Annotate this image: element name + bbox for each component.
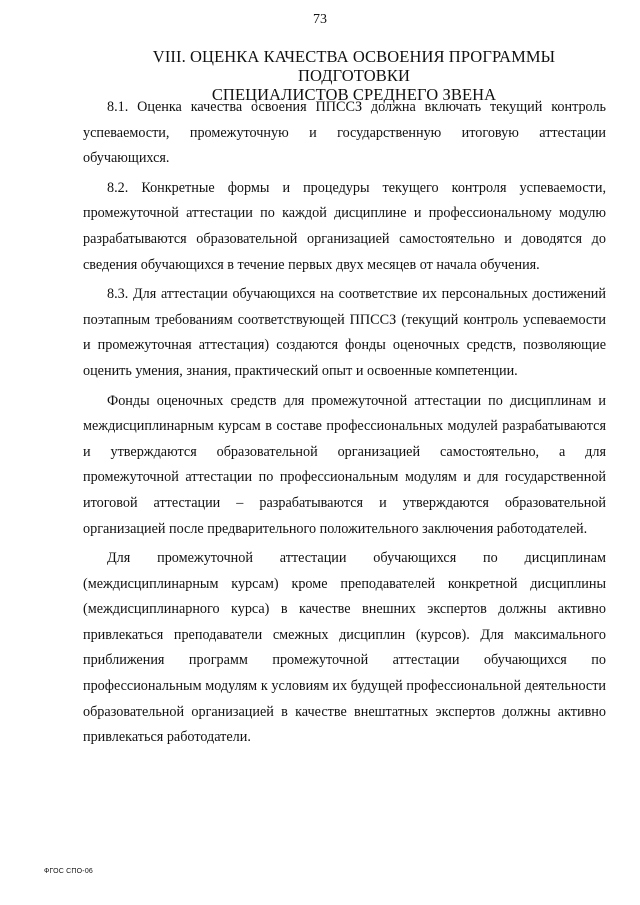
section-title-line-1: VIII. ОЦЕНКА КАЧЕСТВА ОСВОЕНИЯ ПРОГРАММЫ ПОДГОТОВКИ [152, 47, 556, 85]
footer-standard-code: ФГОС СПО-06 [44, 868, 94, 875]
paragraph-text: Конкретные формы и процедуры текущего контроля успеваемости, промежуточной аттестации по каждой дисциплине и профессиональному модулю разрабатываются образовательной организацией самостоятельно и доводятся до сведения обучающихся в течение первых двух месяцев от начала обучения. [83, 179, 606, 273]
paragraph-number: 8.3. [107, 286, 129, 303]
paragraph-external-experts [83, 546, 606, 751]
paragraph-number: 8.1. [107, 99, 129, 115]
paragraph-8-3 [83, 282, 606, 384]
paragraph-text: Для аттестации обучающихся на соответствие их персональных достижений поэтапным требованиям соответствующей ППССЗ (текущий контроль успеваемости и промежуточная аттестация) создаются фонды оценочных средств, позволяющие оценить умения, знания, практический опыт и освоенные компетенции. [83, 286, 606, 379]
paragraph-8-2 [83, 176, 606, 278]
paragraph-assessment-funds [83, 389, 606, 543]
section-title-line-2: СПЕЦИАЛИСТОВ СРЕДНЕГО ЗВЕНА [211, 85, 497, 104]
paragraph-number: 8.2. [107, 179, 129, 196]
paragraph-8-1 [83, 95, 606, 172]
paragraph-text: Фонды оценочных средств для промежуточной аттестации по дисциплинам и междисциплинарным курсам в составе профессиональных модулей разрабатываются и утверждаются образовательной организацией самостоятельно, а для промежуточной аттестации по профессиональным модулям и для государственной итоговой аттестации – разрабатываются и утверждаются образовательной организацией после предварительного положительного заключения работодателей. [83, 392, 606, 537]
document-body [83, 95, 606, 751]
paragraph-text: Для промежуточной аттестации обучающихся по дисциплинам (междисциплинарным курсам) кроме преподавателей конкретной дисциплины (междисциплинарного курса) в качестве внешних экспертов должны активно привлекаться преподаватели смежных дисциплин (курсов). Для максимального приближения программ промежуточной аттестации обучающихся по профессиональным модулям к условиям их будущей профессиональной деятельности образовательной организацией в качестве внештатных экспертов должны активно привлекаться работодатели. [83, 550, 606, 746]
page-number: 73 [313, 12, 327, 27]
paragraph-text: Оценка качества освоения ППССЗ должна включать текущий контроль успеваемости, промежуточную и государственную итоговую аттестации обучающихся. [83, 99, 606, 167]
